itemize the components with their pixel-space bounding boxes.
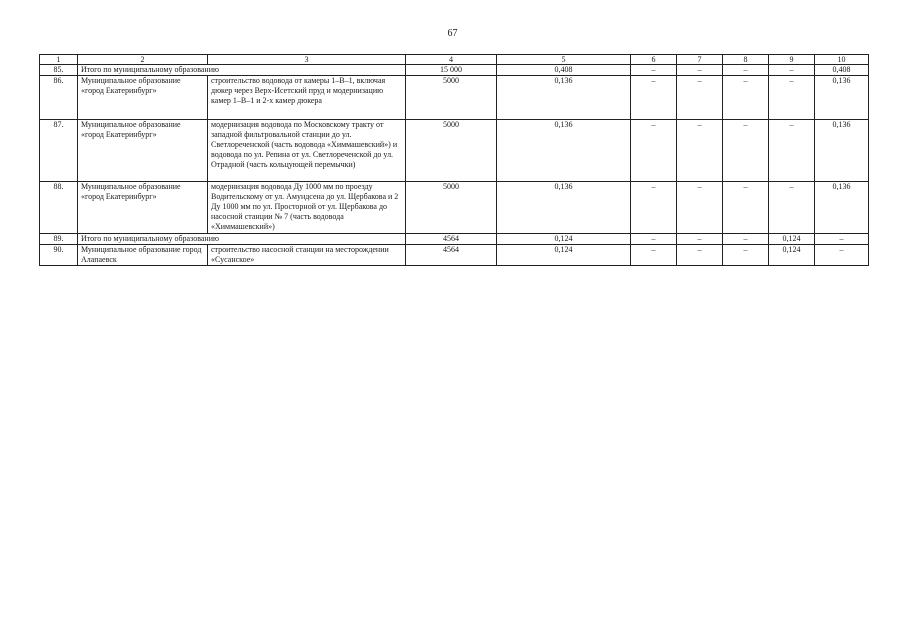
- row-number: 89.: [40, 234, 78, 245]
- row-description: строительство насосной станции на месторождении «Сусанское»: [208, 245, 406, 266]
- cell-col-6: –: [631, 245, 677, 266]
- cell-col-5: 0,136: [497, 182, 631, 234]
- table-row: [40, 182, 869, 234]
- row-municipality: Муниципальное образование «город Екатеринбург»: [78, 120, 208, 182]
- cell-col-6: –: [631, 182, 677, 234]
- cell-col-7: –: [677, 245, 723, 266]
- cell-col-4: 5000: [406, 120, 497, 182]
- cell-col-9: 0,124: [769, 245, 815, 266]
- cell-col-6: –: [631, 76, 677, 120]
- column-header: 5: [497, 55, 631, 65]
- column-header: 4: [406, 55, 497, 65]
- cell-col-4: 5000: [406, 76, 497, 120]
- table-row: [40, 120, 869, 182]
- row-number: 86.: [40, 76, 78, 120]
- column-header: 3: [208, 55, 406, 65]
- cell-col-8: –: [723, 245, 769, 266]
- table-header-row: [40, 55, 869, 65]
- row-description: строительство водовода от камеры 1–В–1, включая дюкер через Верх-Исетский пруд и модернизацию камер 1–В–1 и 2-х камер дюкера: [208, 76, 406, 120]
- row-number: 87.: [40, 120, 78, 182]
- column-header: 10: [815, 55, 869, 65]
- row-total-label: Итого по муниципальному образованию: [78, 65, 406, 76]
- table-row: [40, 245, 869, 266]
- data-table: [39, 54, 869, 266]
- cell-col-4: 5000: [406, 182, 497, 234]
- cell-col-5: 0,136: [497, 120, 631, 182]
- cell-col-8: –: [723, 76, 769, 120]
- cell-col-9: –: [769, 65, 815, 76]
- cell-col-8: –: [723, 234, 769, 245]
- cell-col-9: 0,124: [769, 234, 815, 245]
- cell-col-10: –: [815, 234, 869, 245]
- cell-col-6: –: [631, 234, 677, 245]
- cell-col-7: –: [677, 65, 723, 76]
- cell-col-10: 0,408: [815, 65, 869, 76]
- cell-col-5: 0,136: [497, 76, 631, 120]
- cell-col-8: –: [723, 182, 769, 234]
- column-header: 6: [631, 55, 677, 65]
- row-municipality: Муниципальное образование «город Екатеринбург»: [78, 76, 208, 120]
- cell-col-7: –: [677, 182, 723, 234]
- cell-col-7: –: [677, 234, 723, 245]
- row-number: 90.: [40, 245, 78, 266]
- cell-col-9: –: [769, 76, 815, 120]
- cell-col-8: –: [723, 65, 769, 76]
- cell-col-10: 0,136: [815, 182, 869, 234]
- cell-col-5: 0,408: [497, 65, 631, 76]
- column-header: 7: [677, 55, 723, 65]
- cell-col-10: –: [815, 245, 869, 266]
- page-number: 67: [447, 28, 458, 39]
- cell-col-9: –: [769, 120, 815, 182]
- cell-col-6: –: [631, 120, 677, 182]
- table-row: [40, 76, 869, 120]
- table-row: [40, 65, 869, 76]
- column-header: 9: [769, 55, 815, 65]
- cell-col-5: 0,124: [497, 234, 631, 245]
- column-header: 2: [78, 55, 208, 65]
- table-row: [40, 234, 869, 245]
- cell-col-7: –: [677, 76, 723, 120]
- row-description: модернизация водовода Ду 1000 мм по проезду Водительскому от ул. Амундсена до ул. Щербакова и 2 Ду 1000 мм по ул. Просторной от ул. Щербакова до насосной станции № 7 (часть водовода «Химмашевский»): [208, 182, 406, 234]
- cell-col-8: –: [723, 120, 769, 182]
- cell-col-4: 15 000: [406, 65, 497, 76]
- cell-col-10: 0,136: [815, 76, 869, 120]
- row-total-label: Итого по муниципальному образованию: [78, 234, 406, 245]
- column-header: 8: [723, 55, 769, 65]
- row-number: 85.: [40, 65, 78, 76]
- cell-col-6: –: [631, 65, 677, 76]
- column-header: 1: [40, 55, 78, 65]
- row-number: 88.: [40, 182, 78, 234]
- row-municipality: Муниципальное образование город Алапаевск: [78, 245, 208, 266]
- cell-col-4: 4564: [406, 234, 497, 245]
- cell-col-10: 0,136: [815, 120, 869, 182]
- cell-col-5: 0,124: [497, 245, 631, 266]
- cell-col-9: –: [769, 182, 815, 234]
- row-municipality: Муниципальное образование «город Екатеринбург»: [78, 182, 208, 234]
- cell-col-7: –: [677, 120, 723, 182]
- row-description: модернизация водовода по Московскому тракту от западной фильтровальной станции до ул. Светлореченской (часть водовода «Химмашевский») и водовода по ул. Репина от ул. Светлореченской до ул. Отрадной (часть кольцующей перемычки): [208, 120, 406, 182]
- cell-col-4: 4564: [406, 245, 497, 266]
